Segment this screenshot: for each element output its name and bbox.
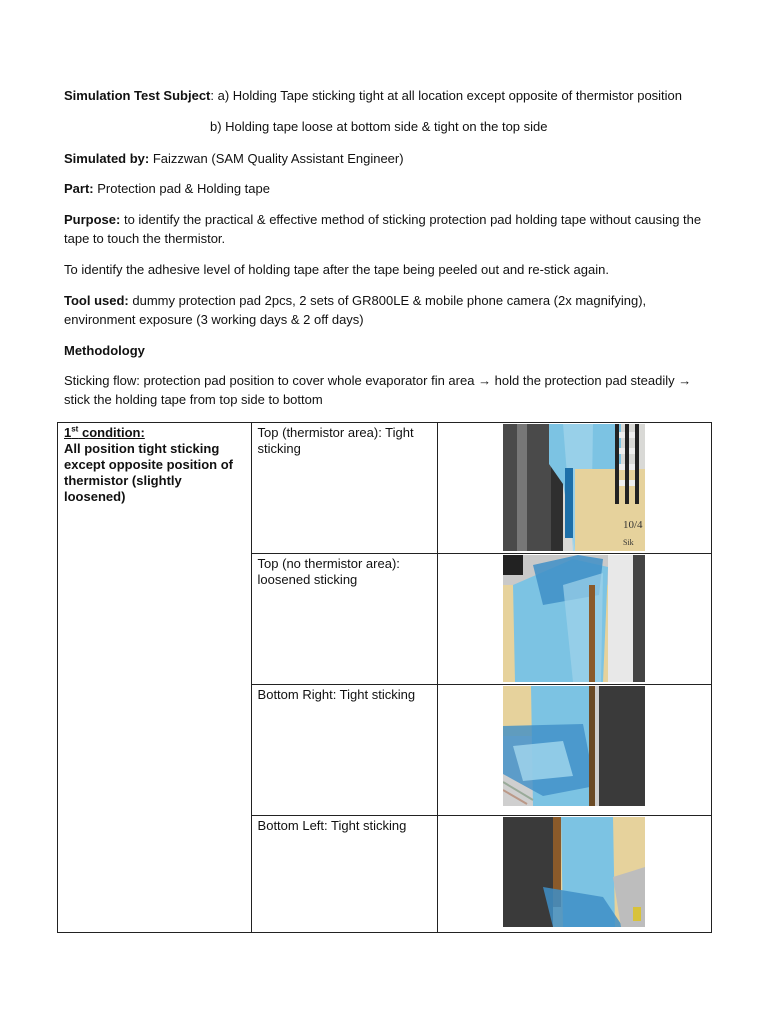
condition-num: 1: [64, 425, 72, 440]
condition-sup: st: [71, 424, 79, 434]
photo-note: 10/4: [623, 519, 644, 531]
photo-cell: [437, 816, 711, 933]
row-label: Bottom Left: Tight sticking: [251, 816, 437, 933]
photo-top-thermistor: [503, 424, 645, 551]
part-value: Protection pad & Holding tape: [93, 181, 270, 196]
condition-title: [64, 425, 245, 441]
photo-bottom-right: [503, 686, 645, 806]
condition-cell: [58, 423, 252, 933]
subject-label: Simulation Test Subject: [64, 88, 211, 103]
condition-table: [57, 422, 712, 933]
row-label: Top (thermistor area): Tight sticking: [251, 423, 437, 554]
row-label: Bottom Right: Tight sticking: [251, 685, 437, 816]
methodology-flow: Sticking flow: protection pad position to cover whole evaporator fin area → hold the protection pad steadily → stick the holding tape from top side to bottom: [64, 373, 692, 407]
simulated-by: [64, 149, 704, 168]
photo-cell: [437, 554, 711, 685]
photo-top-no-thermistor: [503, 555, 645, 682]
simulated-by-label: Simulated by:: [64, 151, 150, 166]
tool-used-label: Tool used:: [64, 293, 129, 308]
condition-title-rest: condition:: [78, 425, 145, 440]
subject-line-a: : a) Holding Tape sticking tight at all location except opposite of thermistor position: [210, 88, 683, 103]
subject-line-b: b) Holding tape loose at bottom side & tight on the top side: [210, 119, 548, 134]
photo-note-2: Sik: [623, 538, 635, 547]
subject-line: [64, 86, 704, 105]
row-label: Top (no thermistor area): loosened sticking: [251, 554, 437, 685]
condition-description: All position tight sticking except opposite position of thermistor (slightly loosened): [64, 441, 234, 504]
simulated-by-value: Faizzwan (SAM Quality Assistant Engineer): [149, 151, 404, 166]
methodology-heading: Methodology: [64, 343, 145, 358]
purpose-label: Purpose:: [64, 212, 121, 227]
purpose-extra: To identify the adhesive level of holding tape after the tape being peeled out and re-stick again.: [64, 262, 609, 277]
photo-bottom-left: [503, 817, 645, 927]
photo-cell: [437, 423, 711, 554]
part-label: Part:: [64, 181, 94, 196]
table-row: [58, 423, 712, 554]
photo-cell: [437, 685, 711, 816]
tool-used: [64, 291, 704, 329]
purpose: [64, 210, 704, 248]
part: [64, 179, 704, 198]
tool-used-value: dummy protection pad 2pcs, 2 sets of GR800LE & mobile phone camera (2x magnifying), environment exposure (3 working days & 2 off days): [64, 293, 647, 327]
purpose-value: to identify the practical & effective method of sticking protection pad holding tape without causing the tape to touch the thermistor.: [64, 212, 702, 246]
